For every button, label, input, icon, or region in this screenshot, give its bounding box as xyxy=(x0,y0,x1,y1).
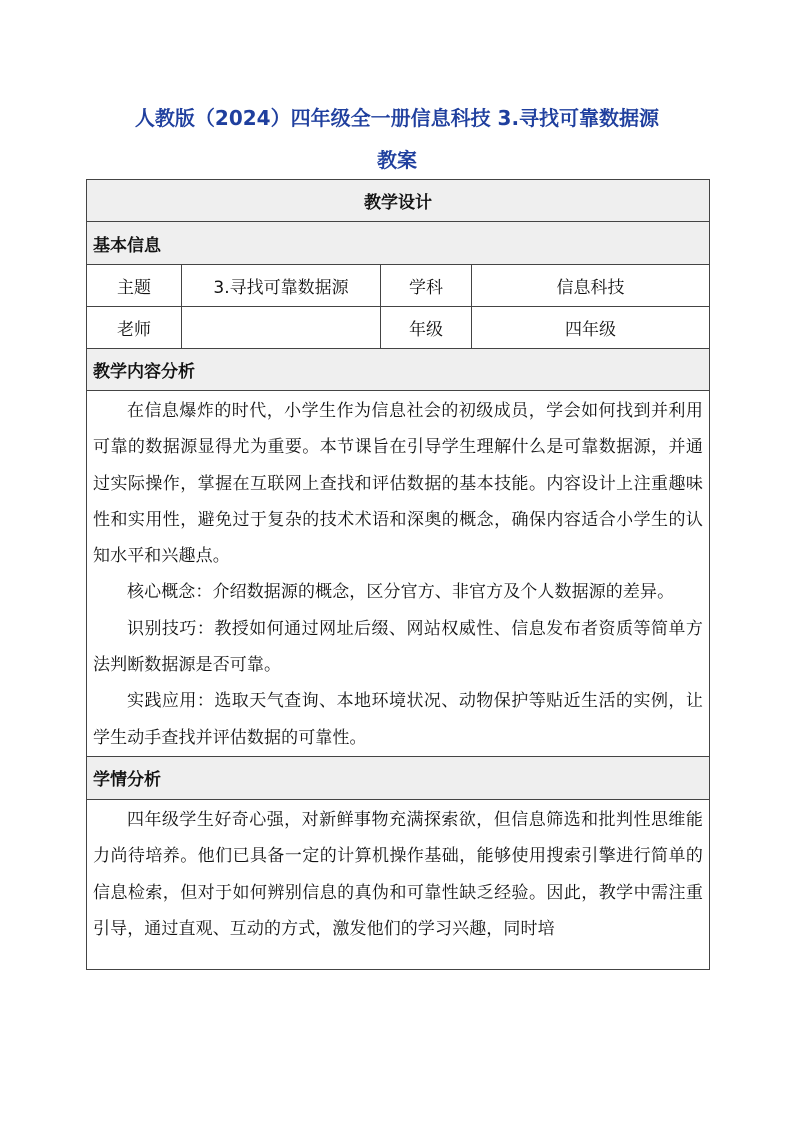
learner-analysis-body xyxy=(87,799,710,969)
learner-analysis-header-row xyxy=(87,756,710,799)
grade-label: 年级 xyxy=(381,307,472,349)
topic-subject-row xyxy=(87,265,710,307)
content-analysis-body xyxy=(87,391,710,757)
topic-value: 3.寻找可靠数据源 xyxy=(182,265,381,307)
learner-analysis-body-row xyxy=(87,799,710,969)
basic-info-header-row xyxy=(87,222,710,265)
teacher-grade-row xyxy=(87,307,710,349)
content-analysis-header: 教学内容分析 xyxy=(87,349,710,391)
learner-analysis-header: 学情分析 xyxy=(87,756,710,799)
content-analysis-header-row xyxy=(87,349,710,391)
document-title-line2: 教案 xyxy=(377,148,417,172)
content-paragraph: 实践应用：选取天气查询、本地环境状况、动物保护等贴近生活的实例，让学生动手查找并评估数据的可靠性。 xyxy=(93,691,703,748)
teacher-label: 老师 xyxy=(87,307,182,349)
lesson-plan-table xyxy=(86,179,710,970)
subject-label: 学科 xyxy=(381,265,472,307)
subject-value: 信息科技 xyxy=(472,265,710,307)
content-paragraph: 在信息爆炸的时代，小学生作为信息社会的初级成员，学会如何找到并利用可靠的数据源显得尤为重要。本节课旨在引导学生理解什么是可靠数据源，并通过实际操作，掌握在互联网上查找和评估数据的基本技能。内容设计上注重趣味性和实用性，避免过于复杂的技术术语和深奥的概念，确保内容适合小学生的认知水平和兴趣点。 xyxy=(93,401,703,567)
learner-paragraph: 四年级学生好奇心强，对新鲜事物充满探索欲，但信息筛选和批判性思维能力尚待培养。他们已具备一定的计算机操作基础，能够使用搜索引擎进行简单的信息检索，但对于如何辨别信息的真伪和可靠性缺乏经验。因此，教学中需注重引导，通过直观、互动的方式，激发他们的学习兴趣，同时培 xyxy=(93,809,703,939)
learner-analysis-clip xyxy=(93,802,703,969)
document-title: 人教版（2024）四年级全一册信息科技 3.寻找可靠数据源 xyxy=(134,106,660,130)
content-paragraph: 核心概念：介绍数据源的概念，区分官方、非官方及个人数据源的差异。 xyxy=(127,582,675,603)
content-paragraph: 识别技巧：教授如何通过网址后缀、网站权威性、信息发布者资质等简单方法判断数据源是否可靠。 xyxy=(93,618,703,676)
basic-info-header: 基本信息 xyxy=(87,222,710,265)
content-analysis-body-row xyxy=(87,391,710,757)
teacher-value xyxy=(182,307,381,349)
topic-label: 主题 xyxy=(87,265,182,307)
design-header-row xyxy=(87,180,710,222)
grade-value: 四年级 xyxy=(472,307,710,349)
design-header: 教学设计 xyxy=(87,180,710,222)
